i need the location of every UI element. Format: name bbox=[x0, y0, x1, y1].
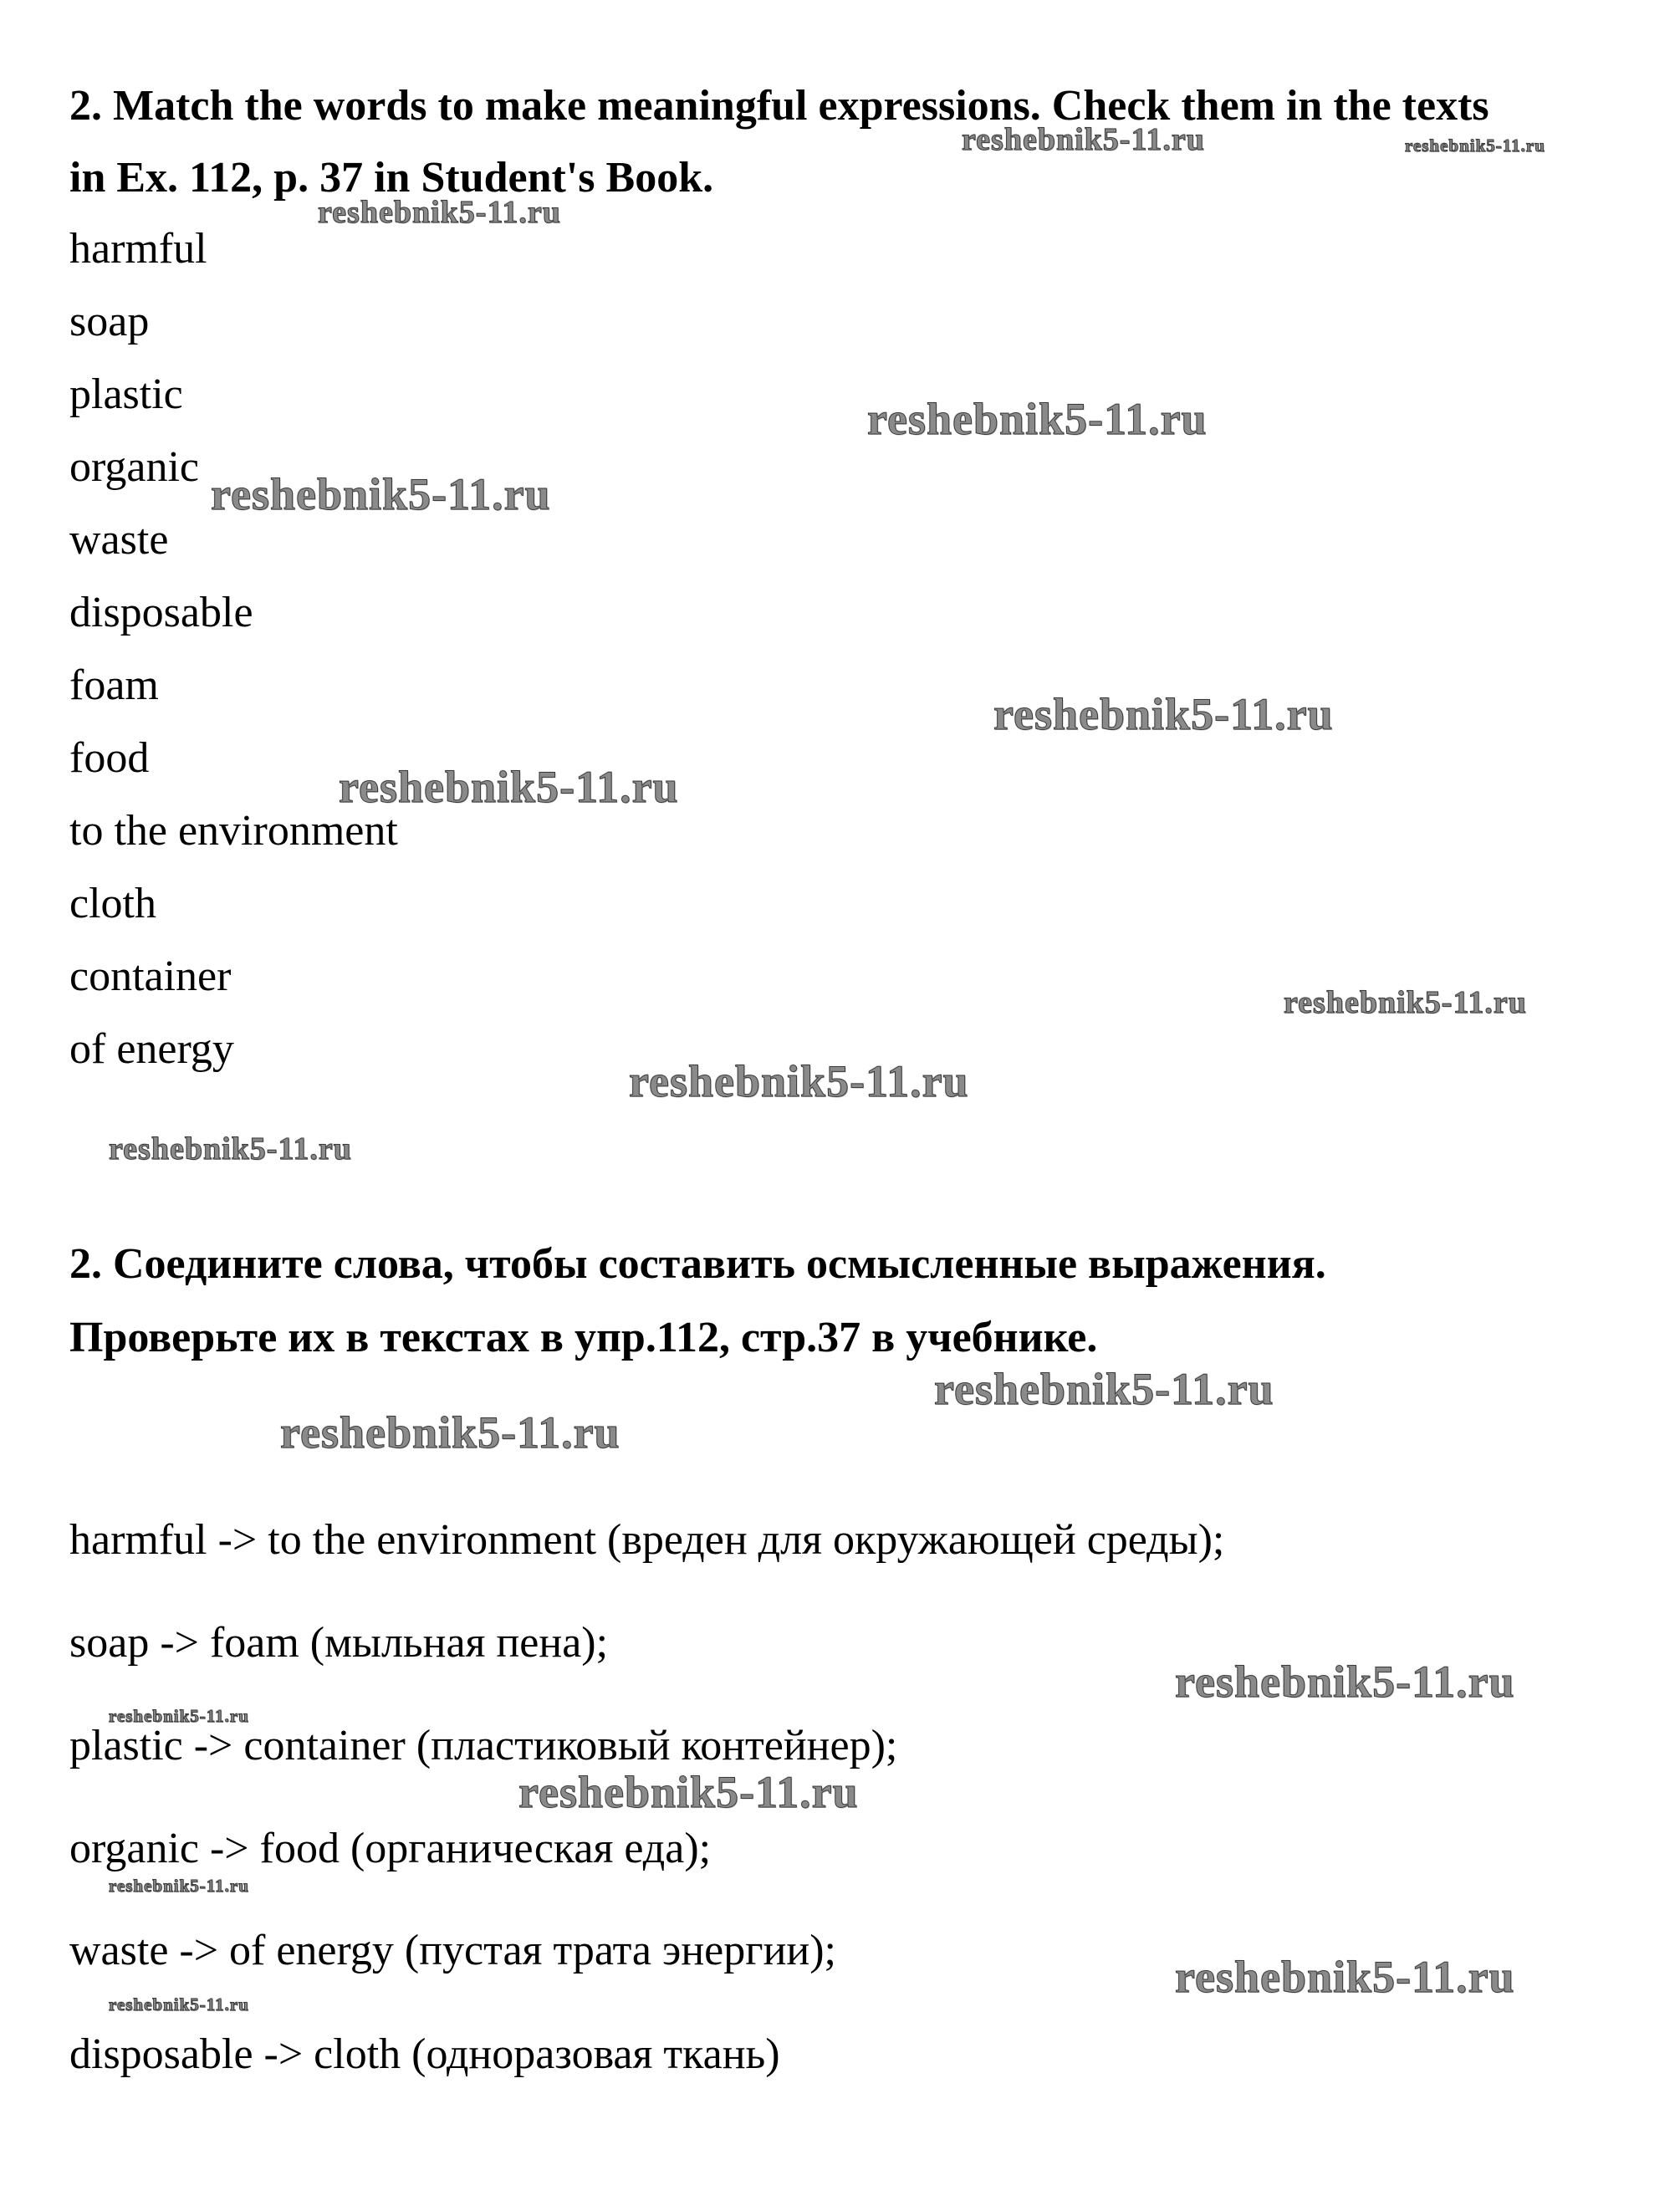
watermark: reshebnik5-11.ru bbox=[993, 689, 1334, 739]
watermark: reshebnik5-11.ru bbox=[1284, 985, 1527, 1020]
watermark: reshebnik5-11.ru bbox=[109, 1876, 249, 1896]
answer-line: harmful -> to the environment (вреден для окружающей среды); bbox=[69, 1516, 1225, 1564]
watermark: reshebnik5-11.ru bbox=[280, 1407, 620, 1458]
watermark: reshebnik5-11.ru bbox=[1175, 1952, 1515, 2002]
watermark: reshebnik5-11.ru bbox=[867, 394, 1208, 444]
watermark: reshebnik5-11.ru bbox=[318, 195, 561, 230]
watermark: reshebnik5-11.ru bbox=[109, 1131, 352, 1167]
word-item: soap bbox=[69, 298, 150, 345]
watermark: reshebnik5-11.ru bbox=[962, 122, 1205, 157]
task-heading-en-line2: in Ex. 112, p. 37 in Student's Book. bbox=[69, 154, 714, 202]
word-item: disposable bbox=[69, 589, 253, 636]
word-item: to the environment bbox=[69, 807, 398, 855]
word-item: foam bbox=[69, 661, 159, 709]
watermark: reshebnik5-11.ru bbox=[339, 762, 679, 812]
answer-line: plastic -> container (пластиковый контейнер); bbox=[69, 1722, 898, 1769]
watermark: reshebnik5-11.ru bbox=[109, 1706, 249, 1726]
watermark: reshebnik5-11.ru bbox=[518, 1767, 859, 1817]
word-item: harmful bbox=[69, 225, 207, 273]
watermark: reshebnik5-11.ru bbox=[211, 469, 551, 519]
word-item: food bbox=[69, 734, 150, 782]
answer-line: soap -> foam (мыльная пена); bbox=[69, 1619, 609, 1667]
watermark: reshebnik5-11.ru bbox=[1175, 1657, 1515, 1707]
answer-line: waste -> of energy (пустая трата энергии); bbox=[69, 1927, 836, 1974]
answer-line: organic -> food (органическая еда); bbox=[69, 1825, 712, 1872]
watermark: reshebnik5-11.ru bbox=[1405, 135, 1545, 156]
word-item: plastic bbox=[69, 370, 183, 418]
word-item: container bbox=[69, 952, 232, 1000]
watermark: reshebnik5-11.ru bbox=[934, 1364, 1274, 1414]
word-item: waste bbox=[69, 516, 169, 564]
answer-line: disposable -> cloth (одноразовая ткань) bbox=[69, 2030, 780, 2078]
word-item: of energy bbox=[69, 1025, 234, 1073]
word-item: cloth bbox=[69, 880, 156, 927]
task-heading-en-line1: 2. Match the words to make meaningful expressions. Check them in the texts bbox=[69, 82, 1489, 130]
watermark: reshebnik5-11.ru bbox=[109, 1994, 249, 2015]
watermark: reshebnik5-11.ru bbox=[629, 1056, 969, 1106]
word-item: organic bbox=[69, 443, 199, 491]
task-heading-ru-line1: 2. Соедините слова, чтобы составить осмысленные выражения. bbox=[69, 1240, 1326, 1288]
task-heading-ru-line2: Проверьте их в текстах в упр.112, стр.37 в учебнике. bbox=[69, 1314, 1098, 1361]
